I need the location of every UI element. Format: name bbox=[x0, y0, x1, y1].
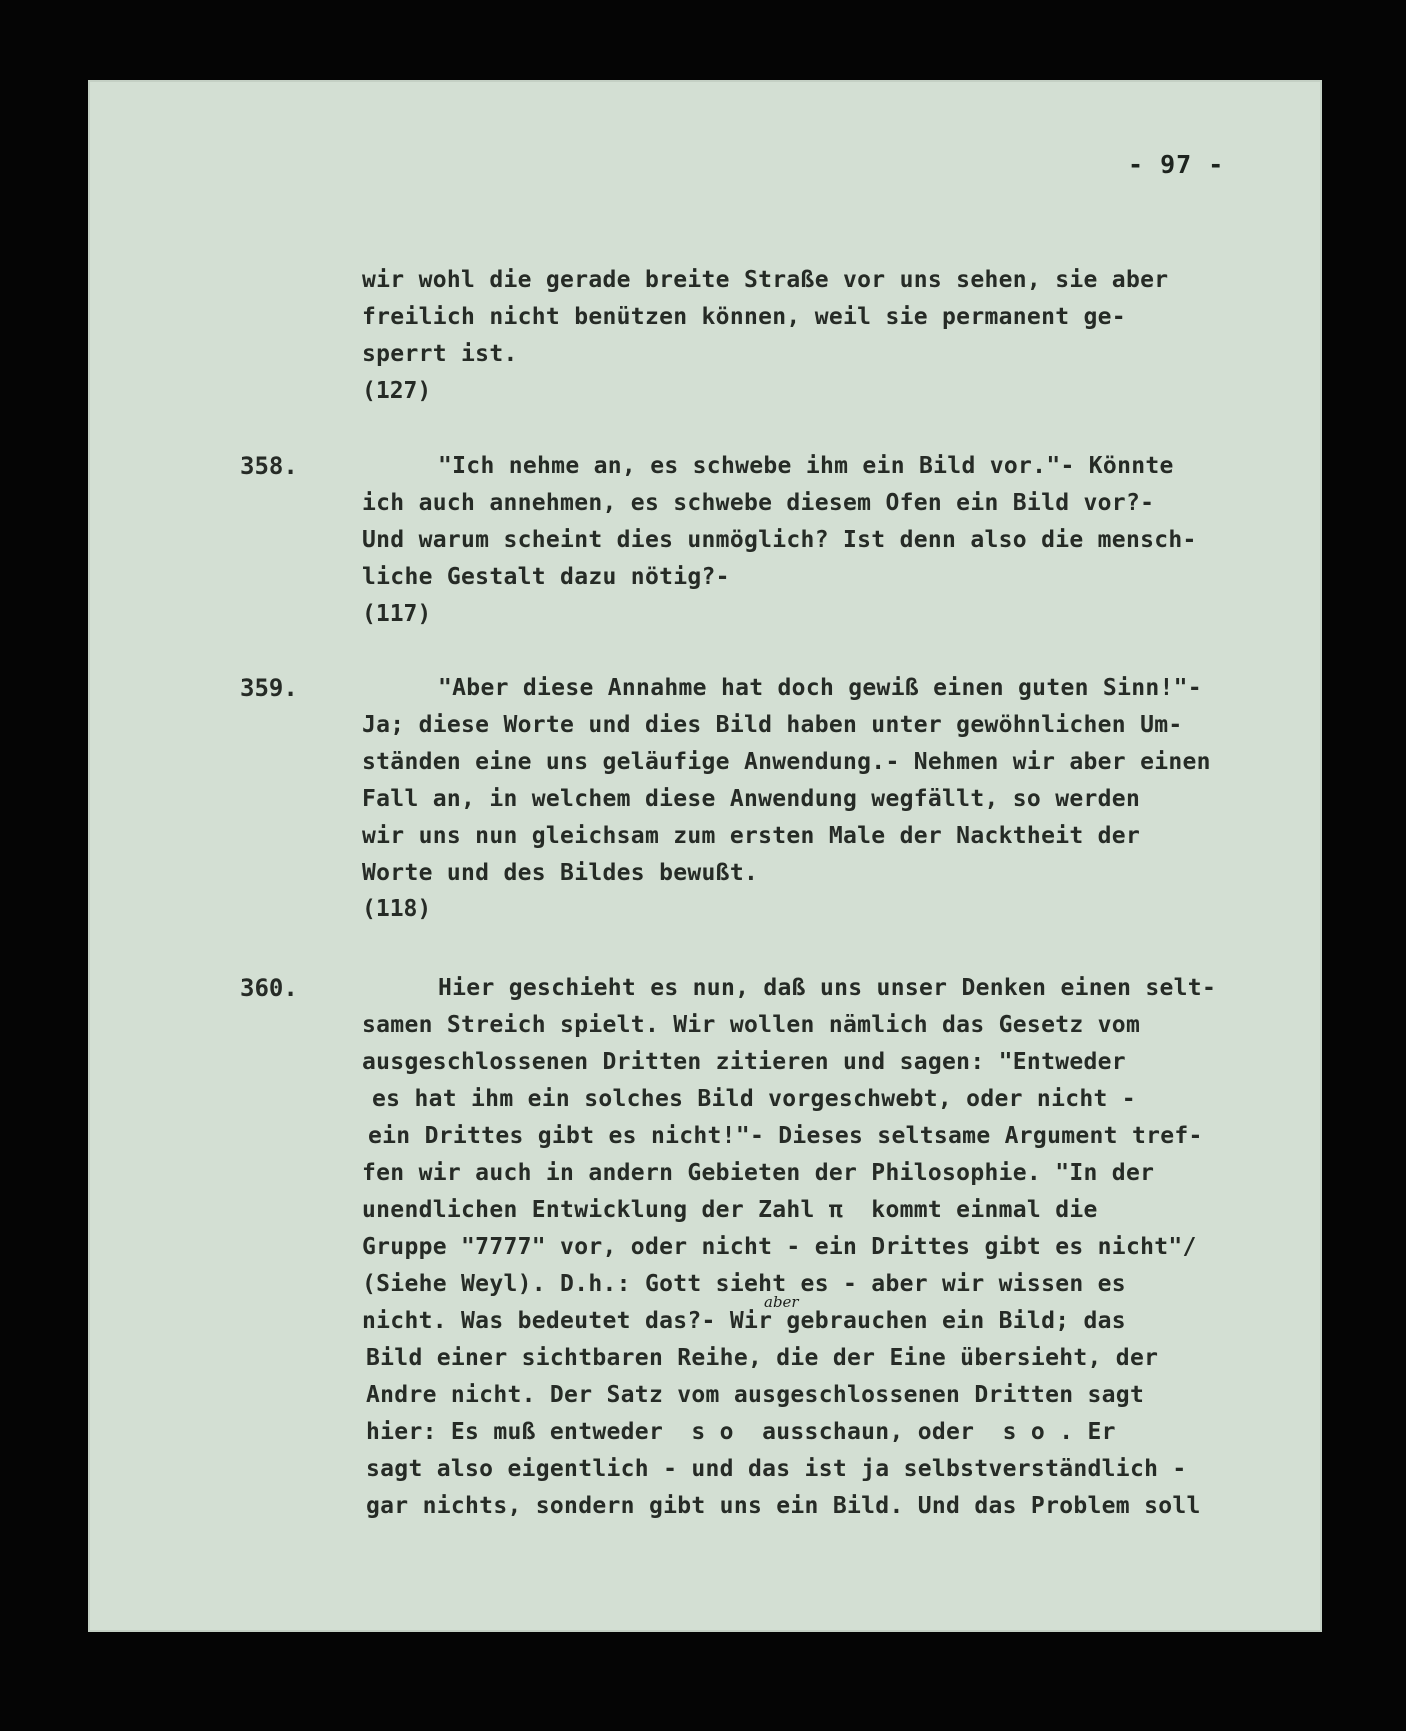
text-line: "Aber diese Annahme hat doch gewiß einen guten Sinn!"- bbox=[438, 675, 1202, 701]
text-line: Fall an, in welchem diese Anwendung wegfällt, so werden bbox=[362, 786, 1141, 812]
text-line: Andre nicht. Der Satz vom ausgeschlossenen Dritten sagt bbox=[366, 1382, 1145, 1408]
page-number: - 97 - bbox=[1128, 150, 1225, 179]
text-line: es hat ihm ein solches Bild vorgeschwebt, oder nicht - bbox=[372, 1086, 1136, 1112]
text-line: freilich nicht benützen können, weil sie permanent ge- bbox=[362, 304, 1126, 330]
text-line: ständen eine uns geläufige Anwendung.- Nehmen wir aber einen bbox=[362, 749, 1211, 775]
text-line: ausgeschlossenen Dritten zitieren und sagen: "Entweder bbox=[362, 1049, 1126, 1075]
text-line: Hier geschieht es nun, daß uns unser Denken einen selt- bbox=[438, 975, 1217, 1001]
text-line: "Ich nehme an, es schwebe ihm ein Bild vor."- Könnte bbox=[438, 453, 1174, 479]
remark-number: 358. bbox=[240, 452, 298, 480]
remark-number: 360. bbox=[240, 974, 298, 1002]
text-line: (Siehe Weyl). D.h.: Gott sieht es - aber wir wissen es bbox=[362, 1271, 1126, 1297]
handwritten-aber-insert: aber bbox=[764, 1293, 799, 1311]
text-line: Gruppe "7777" vor, oder nicht - ein Drittes gibt es nicht"/ bbox=[362, 1234, 1197, 1260]
text-line: gar nichts, sondern gibt uns ein Bild. Und das Problem soll bbox=[366, 1493, 1201, 1519]
text-line: Ja; diese Worte und dies Bild haben unter gewöhnlichen Um- bbox=[362, 712, 1183, 738]
text-line: liche Gestalt dazu nötig?- bbox=[362, 564, 730, 590]
text-line: Worte und des Bildes bewußt. bbox=[362, 860, 759, 886]
text-line: unendlichen Entwicklung der Zahl π kommt einmal die bbox=[362, 1197, 1098, 1223]
text-line: samen Streich spielt. Wir wollen nämlich das Gesetz vom bbox=[362, 1012, 1141, 1038]
text-line: Und warum scheint dies unmöglich? Ist denn also die mensch- bbox=[362, 527, 1197, 553]
reference-number: (117) bbox=[362, 601, 432, 627]
text-line: nicht. Was bedeutet das?- Wir gebrauchen ein Bild; das bbox=[362, 1308, 1126, 1334]
text-line: fen wir auch in andern Gebieten der Philosophie. "In der bbox=[362, 1160, 1155, 1186]
text-line: hier: Es muß entweder s o ausschaun, oder s o . Er bbox=[366, 1419, 1116, 1445]
reference-number: (127) bbox=[362, 378, 432, 404]
reference-number: (118) bbox=[362, 896, 432, 922]
text-line: Bild einer sichtbaren Reihe, die der Eine übersieht, der bbox=[366, 1345, 1159, 1371]
text-line: sagt also eigentlich - und das ist ja selbstverständlich - bbox=[366, 1456, 1187, 1482]
text-line: wir wohl die gerade breite Straße vor uns sehen, sie aber bbox=[362, 267, 1169, 293]
text-line: ein Drittes gibt es nicht!"- Dieses seltsame Argument tref- bbox=[368, 1123, 1203, 1149]
remark-number: 359. bbox=[240, 674, 298, 702]
text-line: wir uns nun gleichsam zum ersten Male der Nacktheit der bbox=[362, 823, 1141, 849]
text-line: sperrt ist. bbox=[362, 341, 518, 367]
text-line: ich auch annehmen, es schwebe diesem Ofen ein Bild vor?- bbox=[362, 490, 1155, 516]
